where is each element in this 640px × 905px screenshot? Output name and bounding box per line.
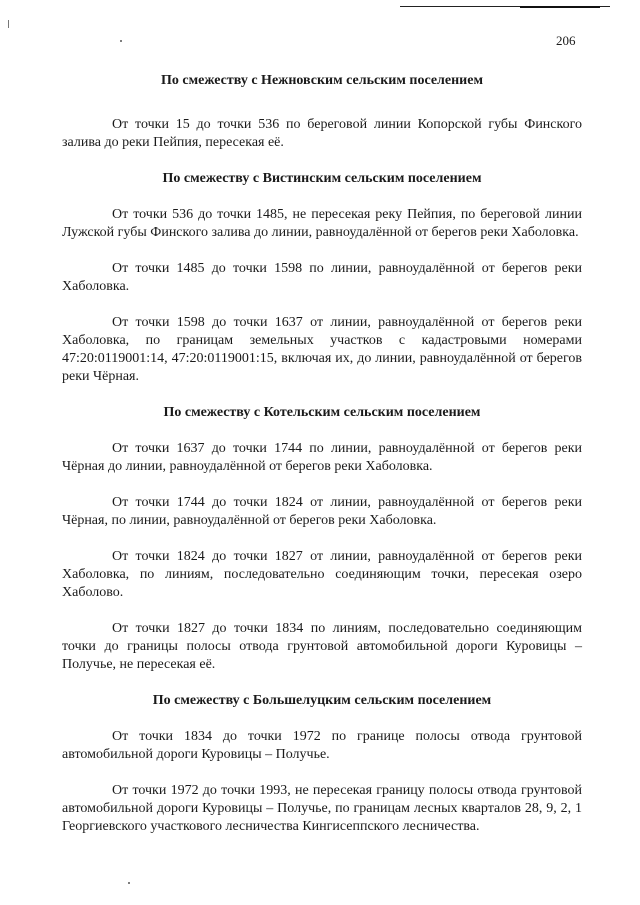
section-heading: По смежеству с Вистинским сельским поселением	[162, 171, 482, 186]
paragraph: От точки 1637 до точки 1744 по линии, равноудалённой от берегов реки Чёрная до линии, равноудалённой от берегов реки Хаболовка.	[62, 441, 582, 474]
scan-margin-mark	[8, 20, 9, 28]
paragraph: От точки 1827 до точки 1834 по линиям, последовательно соединяющим точки до границы полосы отвода грунтовой автомобильной дороги Куровицы – Получье, не пересекая её.	[62, 621, 582, 672]
scan-speck	[128, 882, 130, 884]
paragraph: От точки 1485 до точки 1598 по линии, равноудалённой от берегов реки Хаболовка.	[62, 261, 582, 294]
paragraph: От точки 1834 до точки 1972 по границе полосы отвода грунтовой автомобильной дороги Куровицы – Получье.	[62, 729, 582, 762]
section-heading: По смежеству с Котельским сельским поселением	[163, 405, 481, 420]
document-body	[62, 60, 582, 836]
scan-speck	[120, 40, 122, 42]
paragraph: От точки 15 до точки 536 по береговой линии Копорской губы Финского залива до реки Пейпия, пересекая её.	[62, 117, 582, 150]
paragraph: От точки 1824 до точки 1827 от линии, равноудалённой от берегов реки Хаболовка, по линиям, последовательно соединяющим точки, пересекая озеро Хаболово.	[62, 549, 582, 600]
top-rule-accent	[520, 6, 600, 8]
paragraph: От точки 1972 до точки 1993, не пересекая границу полосы отвода грунтовой автомобильной дороги Куровицы – Получье, по границам лесных кварталов 28, 9, 2, 1 Георгиевского участкового лесничества Кингисеппского лесничества.	[62, 783, 582, 834]
paragraph: От точки 1598 до точки 1637 от линии, равноудалённой от берегов реки Хаболовка, по границам земельных участков с кадастровыми номерами 47:20:0119001:14, 47:20:0119001:15, включая их, до линии, равноудалённой от берегов реки Чёрная.	[62, 315, 582, 384]
page-number: 206	[556, 33, 576, 48]
paragraph: От точки 536 до точки 1485, не пересекая реку Пейпия, по береговой линии Лужской губы Финского залива до линии, равноудалённой от берегов реки Хаболовка.	[62, 207, 582, 240]
section-heading: По смежеству с Нежновским сельским поселением	[160, 73, 484, 88]
section-heading: По смежеству с Большелуцким сельским поселением	[152, 693, 492, 708]
paragraph: От точки 1744 до точки 1824 от линии, равноудалённой от берегов реки Чёрная, по линии, равноудалённой от берегов реки Хаболовка.	[62, 495, 582, 528]
